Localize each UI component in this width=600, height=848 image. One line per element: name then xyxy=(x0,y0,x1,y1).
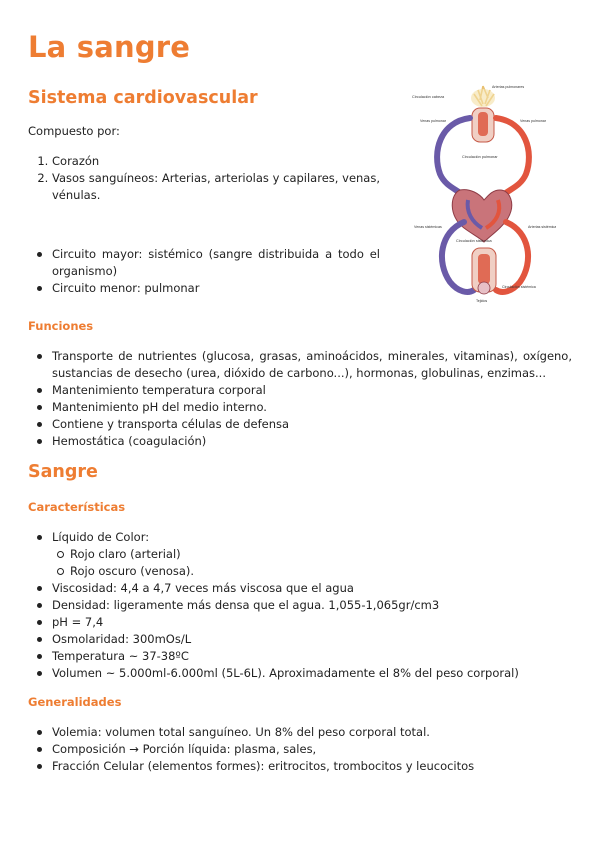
list-item: Osmolaridad: 300mOs/L xyxy=(52,631,572,648)
list-item: Contiene y transporta células de defensa xyxy=(52,416,572,433)
heart-icon xyxy=(452,190,511,242)
list-item: Hemostática (coagulación) xyxy=(52,433,572,450)
lower-organ-icon xyxy=(472,248,496,294)
systemic-arterial-loop xyxy=(496,222,528,292)
circuits-list xyxy=(52,246,380,297)
page-title: La sangre xyxy=(28,30,191,64)
list-item: 2. Vasos sanguíneos: Arterias, arteriolas y capilares, venas, vénulas. xyxy=(52,170,380,204)
caracteristicas-list xyxy=(52,529,572,682)
list-item: Fracción Celular (elementos formes): eritrocitos, trombocitos y leucocitos xyxy=(52,758,572,775)
list-item: Rojo oscuro (venosa). xyxy=(70,563,572,580)
list-item: Circuito mayor: sistémico (sangre distribuida a todo el organismo) xyxy=(52,247,380,278)
diagram-label: Arterias pulmonares xyxy=(492,85,525,89)
systemic-venous-loop xyxy=(442,222,474,292)
pulmonary-capillaries-icon xyxy=(471,86,495,107)
list-item: 1. Corazón xyxy=(52,153,380,170)
list-item: Transporte de nutrientes (glucosa, grasas, aminoácidos, minerales, vitaminas), oxígeno, sustancias de desecho (urea, dióxido de carbono...), hormonas, globulinas, enzimas... xyxy=(52,349,572,380)
diagram-label: Circulación sistémica xyxy=(502,285,536,289)
components-list xyxy=(52,153,380,204)
list-item: Volemia: volumen total sanguíneo. Un 8% del peso corporal total. xyxy=(52,724,572,741)
list-item: Mantenimiento temperatura corporal xyxy=(52,382,572,399)
upper-organ-icon xyxy=(472,108,494,142)
list-item: Temperatura ~ 37-38ºC xyxy=(52,648,572,665)
diagram-label: Venas pulmonar xyxy=(520,119,546,123)
section-heading-funciones: Funciones xyxy=(28,319,94,333)
diagram-label: Tejidos xyxy=(476,299,488,303)
diagram-label: Venas pulmonar xyxy=(420,119,446,123)
section-heading-sangre: Sangre xyxy=(28,462,98,482)
diagram-label: Circulación pulmonar xyxy=(462,155,498,159)
list-item: Viscosidad: 4,4 a 4,7 veces más viscosa que el agua xyxy=(52,580,572,597)
list-item: Rojo claro (arterial) xyxy=(70,546,572,563)
diagram-label: Circulación cabeza xyxy=(412,95,445,99)
diagram-label: Arterias sistémicas xyxy=(528,225,556,229)
list-item: pH = 7,4 xyxy=(52,614,572,631)
funciones-list xyxy=(52,348,572,450)
circulation-diagram-svg xyxy=(410,82,556,306)
list-item: Composición → Porción líquida: plasma, sales, xyxy=(52,741,572,758)
diagram-label: Circulación sistémica xyxy=(456,239,492,243)
color-label: Líquido de Color: xyxy=(52,530,150,544)
intro-text: Compuesto por: xyxy=(28,124,120,138)
color-sublist xyxy=(52,546,572,580)
section-heading-generalidades: Generalidades xyxy=(28,695,122,709)
list-item: Volumen ~ 5.000ml-6.000ml (5L-6L). Aproximadamente el 8% del peso corporal) xyxy=(52,665,572,682)
list-item xyxy=(52,529,572,580)
list-item: Circuito menor: pulmonar xyxy=(52,280,380,297)
list-item: Mantenimiento pH del medio interno. xyxy=(52,399,572,416)
section-heading-caracteristicas: Características xyxy=(28,500,126,514)
pulmonary-arterial-loop xyxy=(496,118,529,198)
section-heading-sistema: Sistema cardiovascular xyxy=(28,88,258,108)
diagram-label: Venas sistémicas xyxy=(414,225,442,229)
list-item: Densidad: ligeramente más densa que el agua. 1,055-1,065gr/cm3 xyxy=(52,597,572,614)
generalidades-list xyxy=(52,724,572,775)
circulation-diagram xyxy=(410,82,556,306)
